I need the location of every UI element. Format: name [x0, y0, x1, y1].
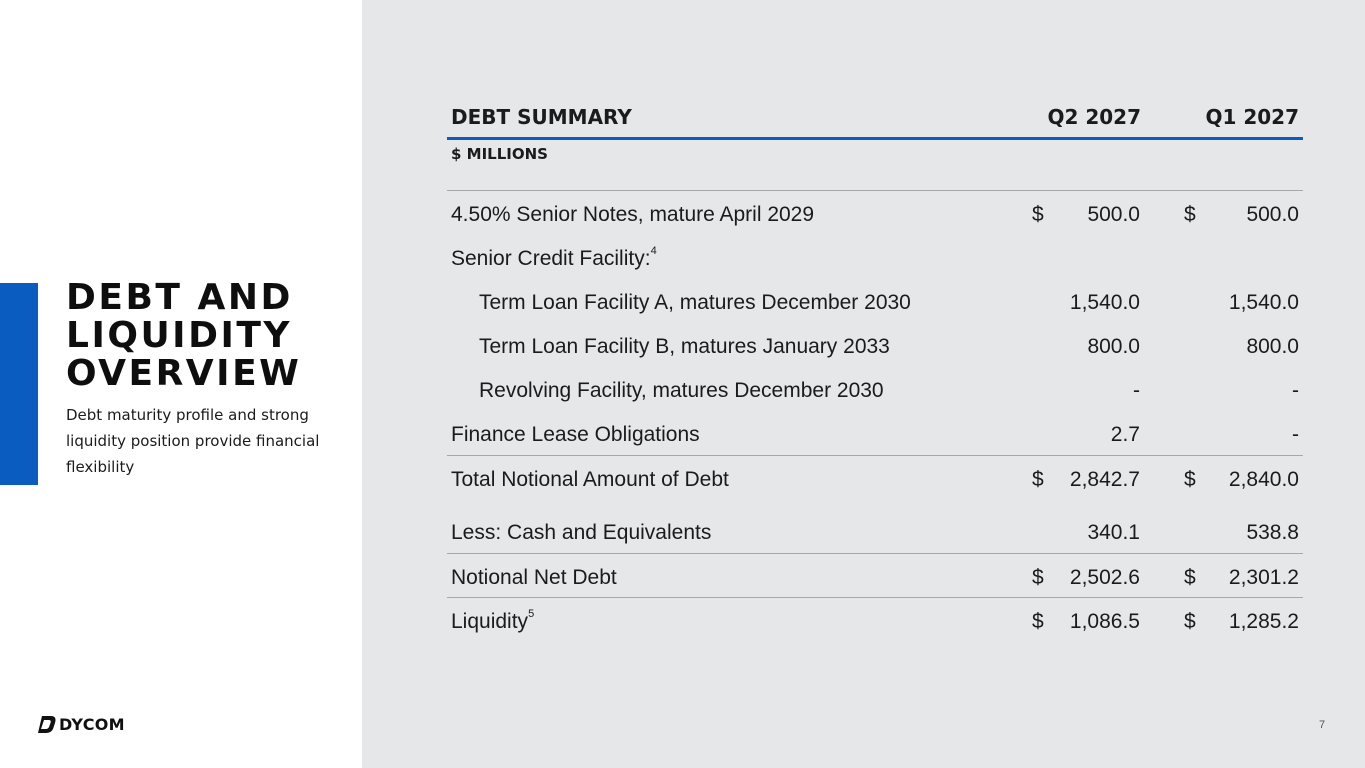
dycom-logo: [36, 713, 125, 735]
value-q2: 2.7: [1110, 423, 1140, 446]
row-label: [451, 610, 534, 634]
title-line: LIQUIDITY: [66, 315, 292, 356]
row-label: Total Notional Amount of Debt: [451, 468, 729, 491]
dycom-logo-icon: [36, 713, 58, 735]
slide-title: [66, 279, 356, 393]
table-row: [447, 499, 1303, 553]
currency-symbol: $: [1032, 468, 1044, 491]
value-q1: -: [1292, 379, 1299, 402]
units-label: $ MILLIONS: [447, 140, 1303, 191]
table-header: [447, 100, 1303, 140]
table-row: [447, 553, 1303, 597]
value-q2: 1,540.0: [1069, 291, 1140, 314]
value-q2: 500.0: [1087, 203, 1140, 226]
header-q2: Q2 2027: [1047, 105, 1141, 129]
value-q2: 2,842.7: [1069, 468, 1140, 491]
footnote-marker: 5: [528, 608, 535, 620]
table-row: [447, 235, 1303, 279]
value-q1: 1,285.2: [1228, 610, 1299, 633]
row-label: Term Loan Facility A, matures December 2030: [479, 291, 911, 314]
value-q1: 538.8: [1246, 521, 1299, 544]
value-q2: -: [1133, 379, 1140, 402]
row-label: Finance Lease Obligations: [451, 423, 700, 446]
page-number: 7: [1319, 719, 1326, 731]
table-row: [447, 323, 1303, 367]
table-row: [447, 367, 1303, 411]
row-label: [451, 247, 657, 271]
header-label: DEBT SUMMARY: [451, 105, 632, 129]
title-line: OVERVIEW: [66, 353, 302, 394]
row-label: 4.50% Senior Notes, mature April 2029: [451, 203, 815, 226]
table-row: [447, 411, 1303, 455]
row-label: Notional Net Debt: [451, 566, 617, 589]
footnote-marker: 4: [650, 245, 657, 257]
currency-symbol: $: [1032, 610, 1044, 633]
title-line: DEBT AND: [66, 277, 293, 318]
logo-text: DYCOM: [59, 714, 125, 734]
table-row: [447, 455, 1303, 499]
currency-symbol: $: [1032, 203, 1044, 226]
row-label-text: Senior Credit Facility:: [451, 247, 651, 270]
value-q2: 1,086.5: [1069, 610, 1140, 633]
debt-summary-table: [447, 100, 1303, 641]
currency-symbol: $: [1184, 203, 1196, 226]
value-q1: 1,540.0: [1228, 291, 1299, 314]
header-q1: Q1 2027: [1205, 105, 1299, 129]
currency-symbol: $: [1032, 566, 1044, 589]
value-q1: -: [1292, 423, 1299, 446]
row-label: Term Loan Facility B, matures January 2033: [479, 335, 890, 358]
value-q2: 340.1: [1087, 521, 1140, 544]
value-q1: 500.0: [1246, 203, 1299, 226]
row-label: Revolving Facility, matures December 2030: [479, 379, 884, 402]
currency-symbol: $: [1184, 610, 1196, 633]
table-row: [447, 279, 1303, 323]
row-label-text: Liquidity: [451, 610, 529, 633]
currency-symbol: $: [1184, 468, 1196, 491]
slide-subtitle: Debt maturity profile and strong liquidity position provide financial flexibility: [66, 406, 320, 476]
value-q2: 800.0: [1087, 335, 1140, 358]
value-q1: 2,840.0: [1228, 468, 1299, 491]
currency-symbol: $: [1184, 566, 1196, 589]
table-row: [447, 191, 1303, 235]
table-row: [447, 597, 1303, 641]
value-q2: 2,502.6: [1069, 566, 1140, 589]
value-q1: 2,301.2: [1228, 566, 1299, 589]
value-q1: 800.0: [1246, 335, 1299, 358]
row-label: Less: Cash and Equivalents: [451, 521, 712, 544]
accent-bar: [0, 283, 38, 485]
